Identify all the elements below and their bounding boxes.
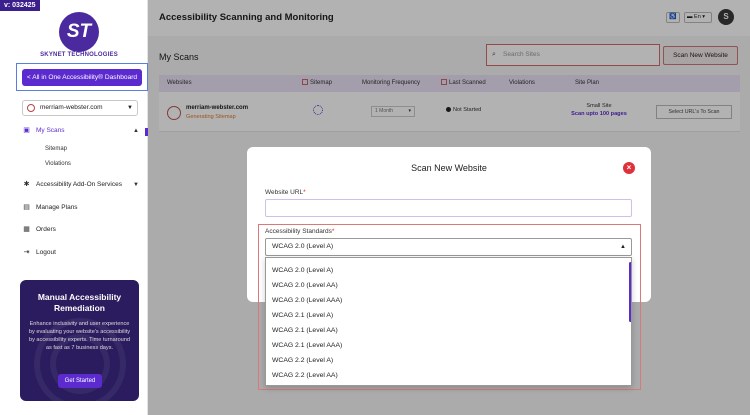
- sidebar-item-manage-plans[interactable]: [22, 202, 78, 214]
- column-header: Violations: [509, 80, 535, 86]
- dropdown-scrollbar[interactable]: [629, 262, 632, 322]
- scan-new-website-button[interactable]: Scan New Website: [663, 46, 738, 65]
- accessibility-widget-icon[interactable]: ♿: [666, 12, 680, 23]
- search-icon: ⌕: [492, 51, 496, 58]
- chevron-down-icon: ▾: [702, 14, 706, 20]
- scan-icon: ▣: [23, 127, 30, 134]
- dropdown-option[interactable]: WCAG 2.2 (Level A): [272, 357, 334, 364]
- label-text: Accessibility Standards: [265, 228, 332, 235]
- aio-button-outline: [16, 63, 148, 91]
- site-plan-detail[interactable]: Scan upto 100 pages: [571, 111, 627, 117]
- promo-text: Enhance inclusivity and user experience by evaluating your website's accessibility by accessibility experts. Time turnaround as fast as 7 business days.: [28, 321, 131, 351]
- dropdown-option[interactable]: WCAG 2.0 (Level A): [272, 267, 334, 274]
- orders-icon: ▦: [23, 226, 30, 233]
- modal-title: Scan New Website: [411, 163, 487, 173]
- dropdown-option[interactable]: WCAG 2.1 (Level A): [272, 312, 334, 319]
- promo-title: Manual Accessibility Remediation: [37, 292, 122, 313]
- site-select-value: merriam-webster.com: [40, 104, 103, 111]
- brand-logo: ST: [59, 12, 99, 52]
- dropdown-option[interactable]: WCAG 2.0 (Level AAA): [272, 297, 343, 304]
- search-placeholder: Search Sites: [503, 51, 540, 58]
- chevron-down-icon: ▾: [408, 108, 411, 114]
- column-label: Last Scanned: [449, 80, 486, 86]
- page-title: Accessibility Scanning and Monitoring: [159, 12, 334, 23]
- website-url-label: [265, 189, 306, 196]
- language-value: En: [694, 14, 701, 20]
- site-plan: Small Site: [586, 103, 612, 109]
- sidebar-item-addon-services[interactable]: [22, 179, 122, 191]
- close-icon[interactable]: ×: [623, 162, 635, 174]
- site-select[interactable]: [22, 100, 138, 116]
- avatar[interactable]: S: [718, 9, 734, 25]
- row-status: Generating Sitemap: [186, 114, 236, 120]
- website-url-input[interactable]: [265, 199, 632, 217]
- sidebar-item-logout[interactable]: [22, 247, 56, 259]
- label-text: Website URL: [265, 189, 304, 196]
- chevron-down-icon: ▼: [127, 105, 133, 111]
- required-marker: *: [331, 228, 335, 235]
- sidebar-item-label: My Scans: [36, 127, 65, 134]
- plans-icon: ▤: [23, 204, 30, 211]
- required-marker: *: [303, 189, 306, 196]
- logout-icon: ⇥: [23, 249, 30, 256]
- last-scanned-value: Not Started: [453, 107, 482, 113]
- chevron-down-icon[interactable]: ▼: [133, 182, 139, 188]
- version-tag: v: 032425: [0, 0, 40, 11]
- brand-name: SKYNET TECHNOLOGIES: [40, 52, 118, 58]
- sidebar: [0, 0, 148, 415]
- promo-card: [20, 280, 139, 401]
- flag-icon: ▬: [687, 14, 693, 20]
- sidebar-item-label: Orders: [36, 226, 56, 233]
- sidebar-subitem-violations[interactable]: Violations: [45, 161, 71, 167]
- column-label: Sitemap: [310, 80, 333, 86]
- dropdown-option[interactable]: WCAG 2.1 (Level AAA): [272, 342, 343, 349]
- sidebar-item-label: Accessibility Add-On Services: [36, 181, 122, 188]
- sidebar-item-my-scans[interactable]: [22, 125, 65, 137]
- chevron-up-icon: ▲: [620, 244, 626, 250]
- site-favicon-icon: [27, 104, 35, 112]
- standards-dropdown: [265, 257, 632, 386]
- dropdown-option[interactable]: WCAG 2.1 (Level AA): [272, 327, 338, 334]
- get-started-button[interactable]: Get Started: [58, 374, 102, 388]
- chevron-up-icon[interactable]: ▲: [133, 128, 139, 134]
- accessibility-icon: ✱: [23, 181, 30, 188]
- section-title: My Scans: [159, 52, 199, 62]
- column-header: Site Plan: [575, 80, 600, 86]
- row-site-name[interactable]: merriam-webster.com: [186, 105, 249, 111]
- sidebar-item-label: Logout: [36, 249, 56, 256]
- select-urls-button[interactable]: Select URL's To Scan: [656, 105, 732, 119]
- column-header: Websites: [167, 80, 192, 86]
- frequency-value: 1 Month: [375, 108, 394, 114]
- dropdown-option[interactable]: WCAG 2.0 (Level AA): [272, 282, 338, 289]
- accessibility-standards-label: [265, 228, 334, 235]
- sidebar-subitem-sitemap[interactable]: Sitemap: [45, 146, 68, 152]
- dropdown-option[interactable]: WCAG 2.2 (Level AA): [272, 372, 338, 379]
- column-header: Monitoring Frequency: [362, 80, 421, 86]
- sidebar-item-label: Manage Plans: [36, 204, 78, 211]
- aio-dashboard-button[interactable]: < All in One Accessibility® Dashboard: [22, 69, 142, 86]
- accessibility-standards-select[interactable]: [265, 238, 632, 256]
- sidebar-item-orders[interactable]: [22, 224, 56, 236]
- selected-standard: WCAG 2.0 (Level A): [272, 243, 334, 250]
